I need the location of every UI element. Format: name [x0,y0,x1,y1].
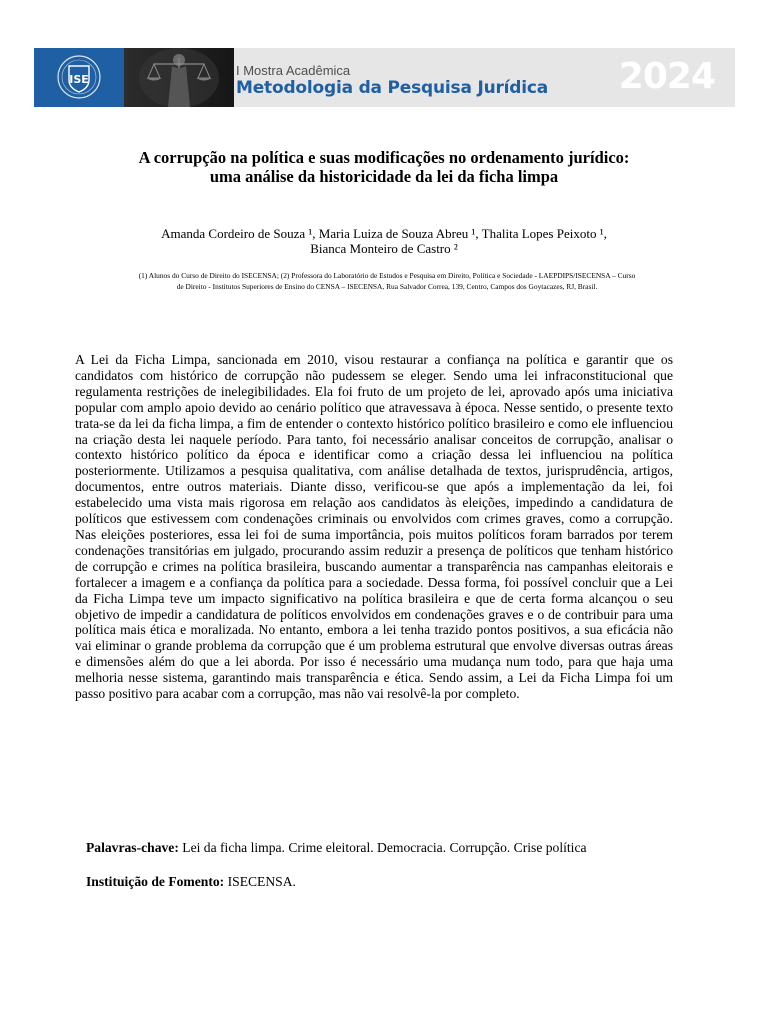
funding-institution [86,874,296,890]
authors-line-2: Bianca Monteiro de Castro ² [310,241,458,256]
affiliation-line-1: (1) Alunos do Curso de Direito do ISECENSA; (2) Professora do Laboratório de Estudos e Pesquisa em Direito, Política e Sociedade - LAEPDIPS/ISECENSA – Curso [138,271,636,280]
abstract-text: A Lei da Ficha Limpa, sancionada em 2010, visou restaurar a confiança na política e garantir que os candidatos com histórico de corrupção não pudessem se eleger. Sendo uma lei infraconstitucional que regulamenta restrições de inelegibilidades. Ela foi fruto de um projeto de lei, aprovado após uma iniciativa popular com amplo apoio devido ao cenário político que atravessava à época. Nesse sentido, o presente texto trata-se da lei da ficha limpa, a fim de entender o contexto histórico político brasileiro e como ele influenciou na criação desta lei naquele período. Para tanto, foi necessário analisar conceitos de corrupção, analisar o contexto histórico político da época e identificar como a criação dessa lei influenciou na política posteriormente. Utilizamos a pesquisa qualitativa, com análise detalhada de textos, jurisprudência, artigos, documentos, entre outros materiais. Diante disso, verificou-se que após a implementação da lei, foi estabelecido uma vista mais rigorosa em relação aos candidatos às eleições, impedindo a candidatura de políticos que estivessem com condenações criminais ou envolvidos com crimes graves, como a corrupção. Nas eleições posteriores, essa lei foi de suma importância, pois muitos políticos foram barrados por terem condenações transitórias em julgado, procurando assim reduzir a presença de políticos que tenham histórico de corrupção e crimes na política brasileira, buscando aumentar a transparência nas campanhas eleitorais e fortalecer a imagem e a confiança da política para a sociedade. Dessa forma, foi possível concluir que a Lei da Ficha Limpa teve um impacto significativo na política brasileira e que de certa forma alcançou o seu objetivo de impedir a candidatura de políticos envolvidos em condenações graves e o de contribuir para uma política mais ética e moralizada. No entanto, embora a lei tenha trazido pontos positivos, a sua eficácia não vai eliminar o grande problema da corrupção que é um problema estrutural que envolve diversas outras áreas e dimensões além do que a lei aborda. Por isso é necessário uma mudança num todo, para que haja uma melhoria nesse sistema, garantindo mais transparência e ética. Sendo assim, a Lei da Ficha Limpa foi um passo positivo para acabar com a corrupção, mas não vai resolvê-la por completo. [75,352,673,702]
affiliations [92,270,682,292]
paper-title-line-1: A corrupção na política e suas modificações no ordenamento jurídico: [138,148,630,167]
keywords-value: Lei da ficha limpa. Crime eleitoral. Democracia. Corrupção. Crise política [178,840,587,855]
header-banner [34,48,735,107]
authors [60,226,708,256]
justice-statue-image [124,48,234,107]
event-title: Metodologia da Pesquisa Jurídica [236,78,549,98]
funding-label: Instituição de Fomento: [86,874,225,889]
funding-value: ISECENSA. [224,874,296,889]
keywords-label: Palavras-chave: [86,840,179,855]
event-subtitle: I Mostra Acadêmica [236,63,351,78]
paper-title [60,148,708,186]
authors-line-1: Amanda Cordeiro de Souza ¹, Maria Luiza de Souza Abreu ¹, Thalita Lopes Peixoto ¹, [161,226,607,241]
logo-text: ISE [69,73,89,86]
institution-logo [34,48,124,107]
paper-title-line-2: uma análise da historicidade da lei da ficha limpa [209,167,559,186]
event-year: 2024 [618,56,715,97]
affiliation-line-2: de Direito - Institutos Superiores de Ensino do CENSA – ISECENSA, Rua Salvador Correa, 139, Centro, Campos dos Goytacazes, RJ, Brasil. [176,282,598,291]
keywords [86,840,587,856]
shield-icon [56,54,102,100]
